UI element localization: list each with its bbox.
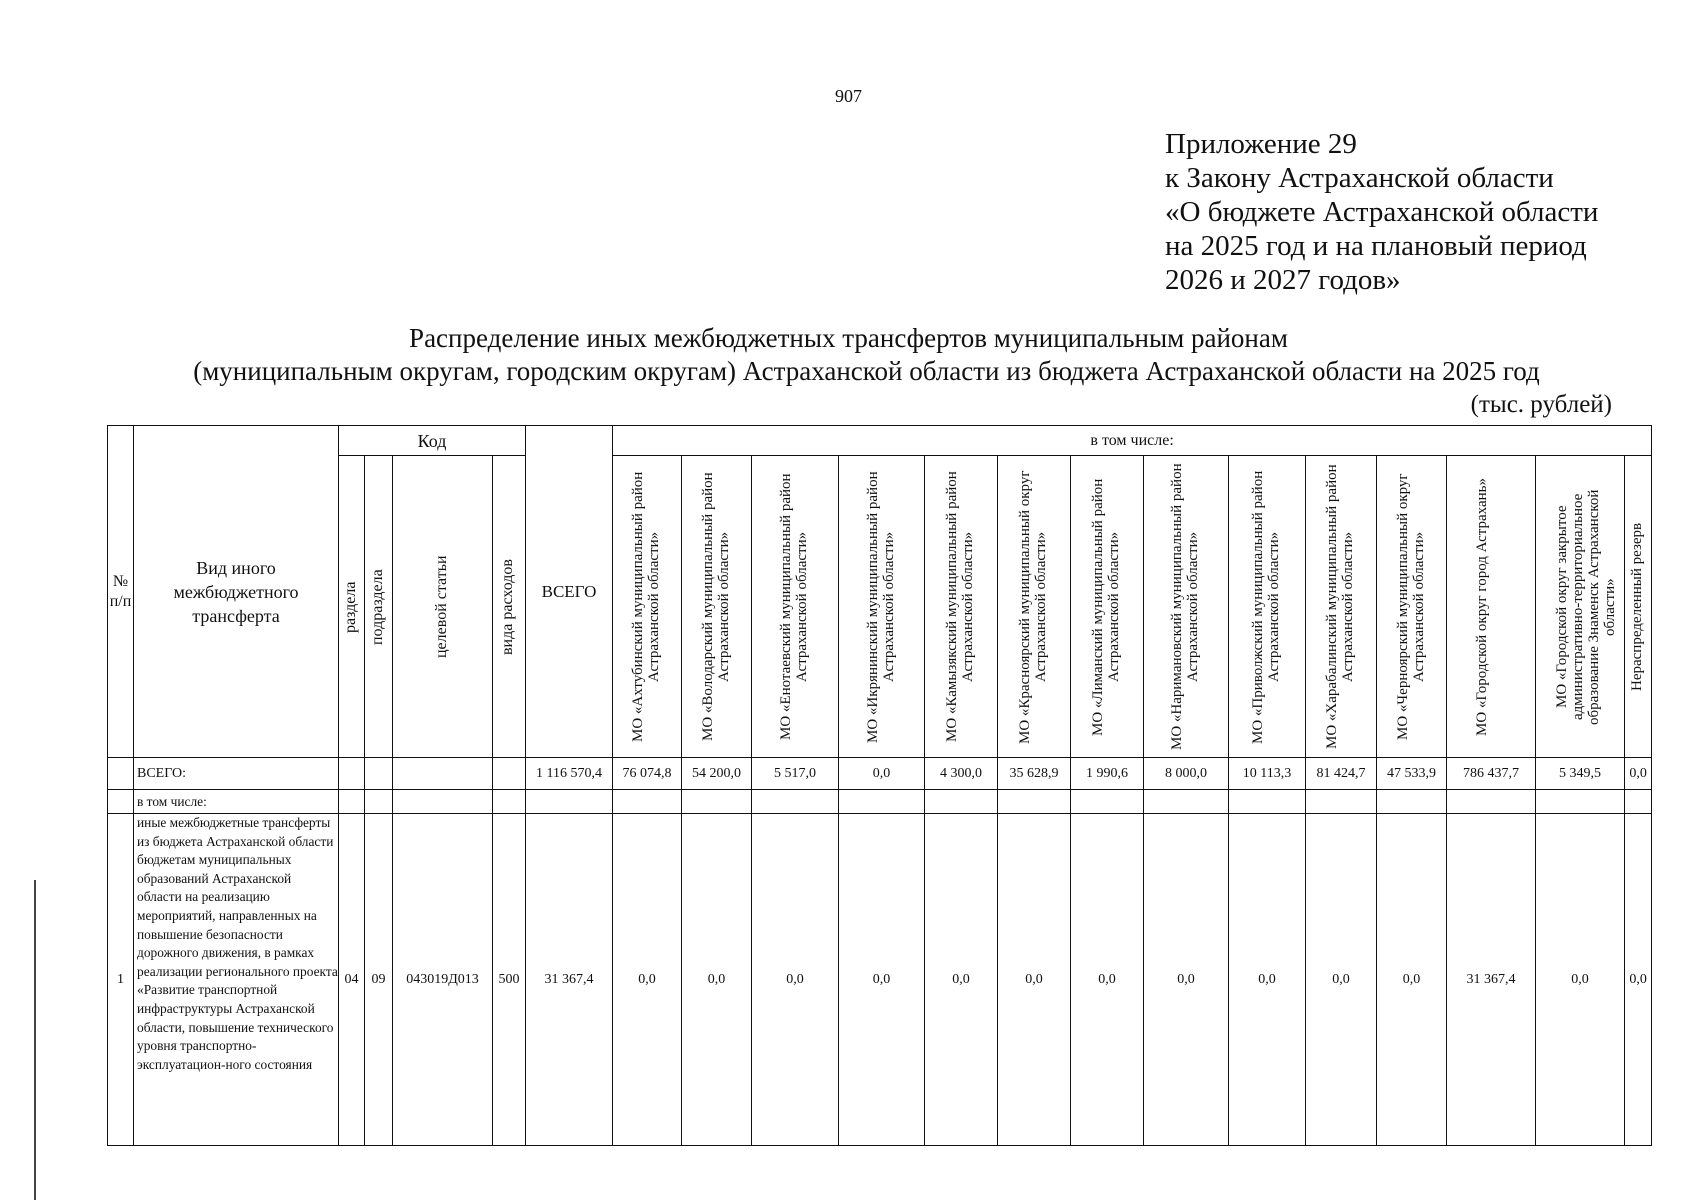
document-title bbox=[0, 322, 1697, 388]
total-value: 8 000,0 bbox=[1144, 758, 1229, 790]
table-cell bbox=[1071, 790, 1144, 814]
table-cell bbox=[1536, 790, 1625, 814]
table-row-including bbox=[108, 790, 1652, 814]
row-value: 0,0 bbox=[925, 814, 998, 1146]
header-municipality: МО «Красноярский муниципальный округ Астраханской области» bbox=[998, 456, 1071, 758]
header-including: в том числе: bbox=[613, 426, 1652, 456]
table-cell bbox=[493, 758, 526, 790]
table-cell bbox=[108, 758, 134, 790]
row-total: 31 367,4 bbox=[526, 814, 613, 1146]
total-value: 4 300,0 bbox=[925, 758, 998, 790]
header-municipality: МО «Наримановский муниципальный район Астраханской области» bbox=[1144, 456, 1229, 758]
table-cell bbox=[393, 790, 493, 814]
table-row-total bbox=[108, 758, 1652, 790]
header-municipality: МО «Енотаевский муниципальный район Астраханской области» bbox=[752, 456, 839, 758]
row-value: 0,0 bbox=[752, 814, 839, 1146]
appendix-line: к Закону Астраханской области bbox=[1165, 162, 1554, 194]
table-cell bbox=[1625, 790, 1652, 814]
total-value: 5 349,5 bbox=[1536, 758, 1625, 790]
scan-edge-line bbox=[34, 880, 36, 1200]
header-municipality: МО «Черноярский муниципальный округ Астраханской области» bbox=[1377, 456, 1447, 758]
header-municipality: МО «Икрянинский муниципальный район Астраханской области» bbox=[839, 456, 925, 758]
total-value: 47 533,9 bbox=[1377, 758, 1447, 790]
table-cell bbox=[752, 790, 839, 814]
table-cell bbox=[108, 790, 134, 814]
table-cell bbox=[339, 758, 365, 790]
row-description: иные межбюджетные трансферты из бюджета Астраханской области бюджетам муниципальных образований Астраханской области на реализацию мероприятий, направленных на повышение безопасности дорожного движения, в рамках реализации регионального проекта «Развитие транспортной инфраструктуры Астраханской области, повышение технического уровня транспортно-эксплуатацион-ного состояния bbox=[134, 814, 339, 1146]
row-value: 0,0 bbox=[998, 814, 1071, 1146]
table-cell bbox=[339, 790, 365, 814]
total-value: 35 628,9 bbox=[998, 758, 1071, 790]
header-municipality: МО «Приволжский муниципальный район Астраханской области» bbox=[1229, 456, 1306, 758]
header-target-article: целевой статьи bbox=[393, 456, 493, 758]
header-transfer-type: Вид иного межбюджетного трансферта bbox=[134, 426, 339, 758]
total-value: 0,0 bbox=[839, 758, 925, 790]
row-value: 0,0 bbox=[613, 814, 682, 1146]
header-subsection: подраздела bbox=[365, 456, 393, 758]
title-line-1: Распределение иных межбюджетных трансфертов муниципальным районам bbox=[409, 323, 1288, 353]
total-value: 81 424,7 bbox=[1306, 758, 1377, 790]
table-cell bbox=[1306, 790, 1377, 814]
row-value: 0,0 bbox=[1377, 814, 1447, 1146]
header-section: раздела bbox=[339, 456, 365, 758]
transfers-table bbox=[107, 425, 1652, 1146]
header-municipality: МО «Харабалинский муниципальный район Астраханской области» bbox=[1306, 456, 1377, 758]
header-unallocated-reserve: Нераспределенный резерв bbox=[1625, 456, 1652, 758]
table-cell bbox=[526, 790, 613, 814]
table-cell bbox=[393, 758, 493, 790]
total-sum: 1 116 570,4 bbox=[526, 758, 613, 790]
units-label: (тыс. рублей) bbox=[1470, 391, 1612, 418]
header-total: ВСЕГО bbox=[526, 426, 613, 758]
table-cell bbox=[613, 790, 682, 814]
table-cell bbox=[682, 790, 752, 814]
appendix-line: «О бюджете Астраханской области bbox=[1165, 196, 1599, 228]
row-expense-type: 500 bbox=[493, 814, 526, 1146]
appendix-line: Приложение 29 bbox=[1165, 128, 1357, 160]
row-section: 04 bbox=[339, 814, 365, 1146]
appendix-block bbox=[1165, 127, 1598, 297]
appendix-line: 2026 и 2027 годов» bbox=[1165, 264, 1401, 296]
row-number: 1 bbox=[108, 814, 134, 1146]
total-label: ВСЕГО: bbox=[134, 758, 339, 790]
row-value: 0,0 bbox=[1144, 814, 1229, 1146]
row-value: 0,0 bbox=[1625, 814, 1652, 1146]
header-num: № п/п bbox=[108, 426, 134, 758]
including-label: в том числе: bbox=[134, 790, 339, 814]
total-value: 10 113,3 bbox=[1229, 758, 1306, 790]
row-value: 0,0 bbox=[1071, 814, 1144, 1146]
row-target-article: 043019Д013 bbox=[393, 814, 493, 1146]
table-cell bbox=[365, 758, 393, 790]
title-line-2: (муниципальным округам, городским округам) Астраханской области из бюджета Астраханской области на 2025 год bbox=[193, 356, 1540, 386]
table-row bbox=[108, 814, 1652, 1146]
table-cell bbox=[1144, 790, 1229, 814]
table-cell bbox=[925, 790, 998, 814]
table-cell bbox=[365, 790, 393, 814]
header-municipality: МО «Городской округ город Астрахань» bbox=[1447, 456, 1536, 758]
total-value: 54 200,0 bbox=[682, 758, 752, 790]
row-subsection: 09 bbox=[365, 814, 393, 1146]
table-cell bbox=[1377, 790, 1447, 814]
row-value: 0,0 bbox=[1229, 814, 1306, 1146]
table-cell bbox=[839, 790, 925, 814]
total-value: 76 074,8 bbox=[613, 758, 682, 790]
row-value: 0,0 bbox=[1306, 814, 1377, 1146]
table-cell bbox=[1229, 790, 1306, 814]
page-number: 907 bbox=[835, 86, 862, 106]
total-value: 786 437,7 bbox=[1447, 758, 1536, 790]
header-municipality: МО «Володарский муниципальный район Астраханской области» bbox=[682, 456, 752, 758]
header-municipality: МО «Городской округ закрытое административно-территориальное образование Знаменск Астраханской области» bbox=[1536, 456, 1625, 758]
row-value: 31 367,4 bbox=[1447, 814, 1536, 1146]
header-code: Код bbox=[339, 426, 526, 456]
total-value: 1 990,6 bbox=[1071, 758, 1144, 790]
header-municipality: МО «Ахтубинский муниципальный район Астраханской области» bbox=[613, 456, 682, 758]
total-value: 5 517,0 bbox=[752, 758, 839, 790]
header-expense-type: вида расходов bbox=[493, 456, 526, 758]
row-value: 0,0 bbox=[839, 814, 925, 1146]
appendix-line: на 2025 год и на плановый период bbox=[1165, 230, 1587, 262]
total-value: 0,0 bbox=[1625, 758, 1652, 790]
header-municipality: МО «Камызякский муниципальный район Астраханской области» bbox=[925, 456, 998, 758]
header-municipality: МО «Лиманский муниципальный район Астраханской области» bbox=[1071, 456, 1144, 758]
row-value: 0,0 bbox=[1536, 814, 1625, 1146]
table-cell bbox=[998, 790, 1071, 814]
table-cell bbox=[1447, 790, 1536, 814]
row-value: 0,0 bbox=[682, 814, 752, 1146]
table-cell bbox=[493, 790, 526, 814]
